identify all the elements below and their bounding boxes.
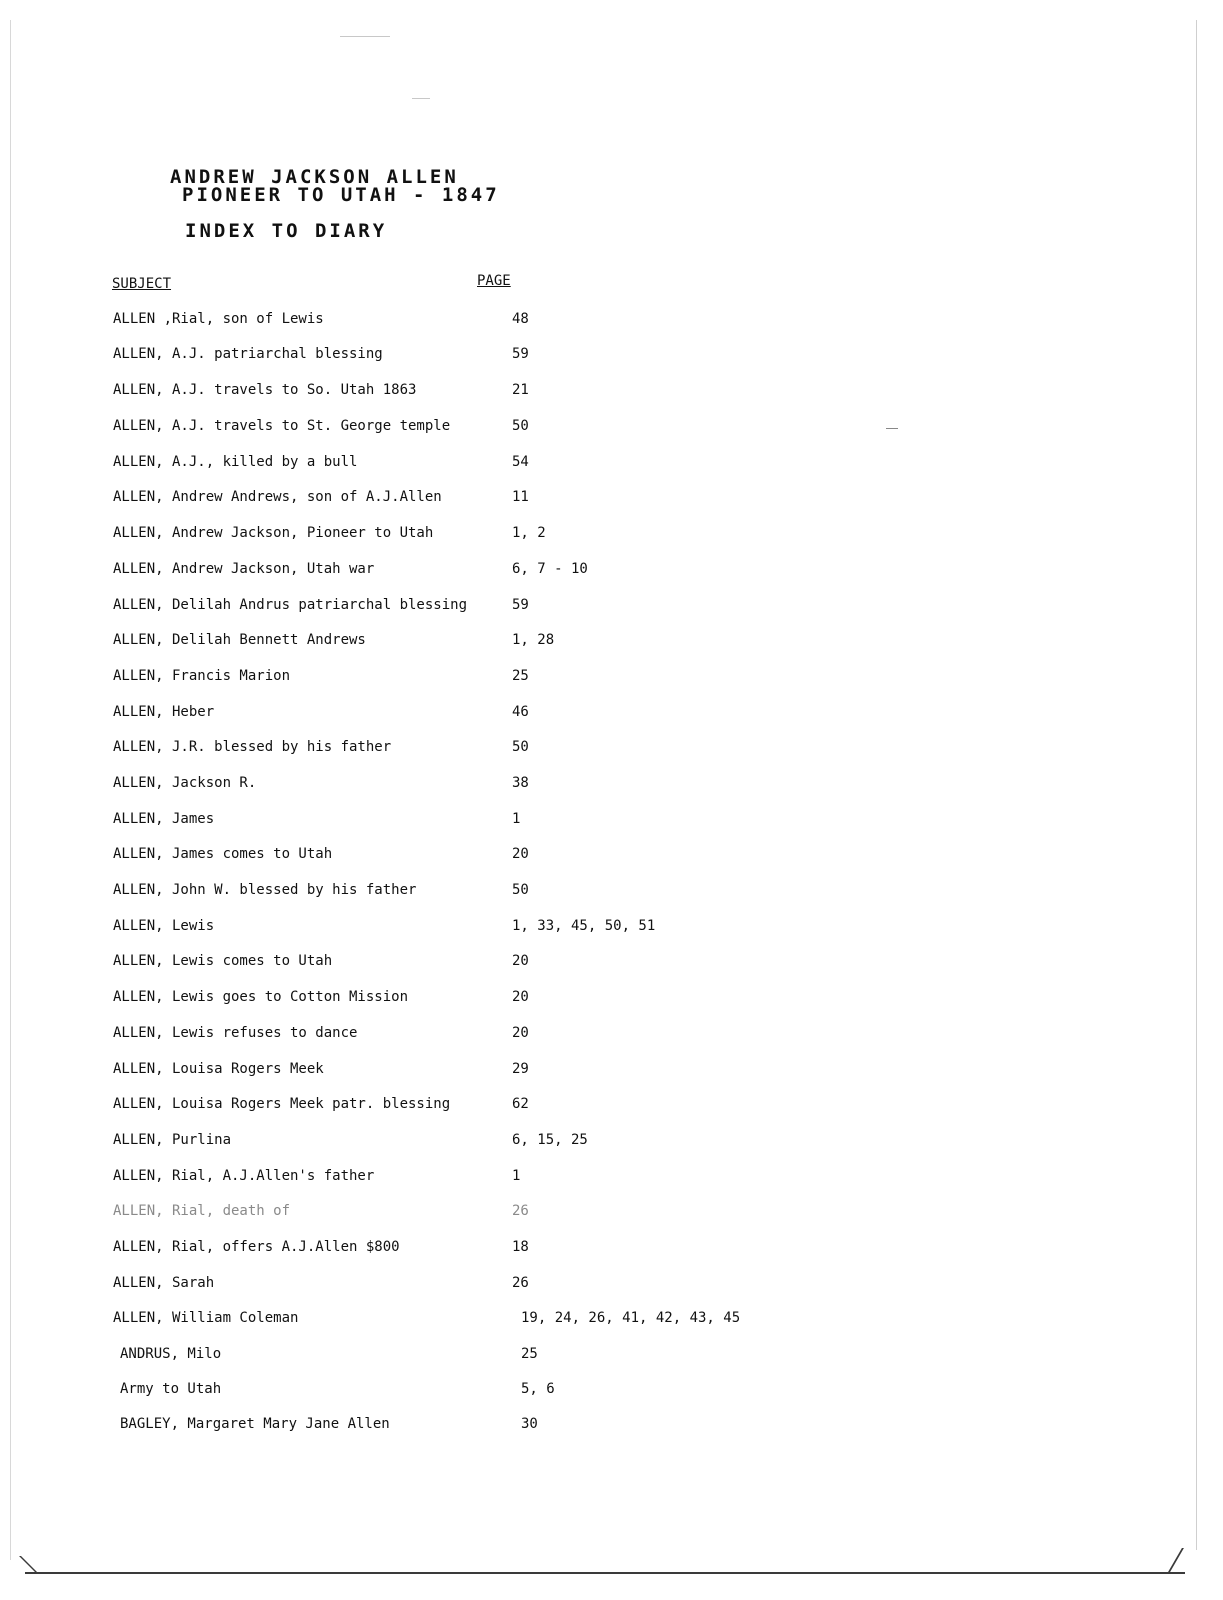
index-row: [0, 1168, 1223, 1188]
entry-pages: 20: [512, 1025, 529, 1041]
entry-subject: ALLEN, John W. blessed by his father: [113, 882, 417, 898]
entry-subject: ALLEN, Louisa Rogers Meek: [113, 1061, 324, 1077]
entry-pages: 62: [512, 1096, 529, 1112]
index-row: [0, 632, 1223, 652]
index-row: [0, 454, 1223, 474]
scan-corner-right: [1168, 1548, 1204, 1572]
entry-pages: 19, 24, 26, 41, 42, 43, 45: [521, 1310, 741, 1326]
index-row: [0, 1310, 1223, 1330]
index-row: [0, 811, 1223, 831]
entry-pages: 46: [512, 704, 529, 720]
index-row: [0, 311, 1223, 331]
entry-subject: ALLEN, Andrew Jackson, Pioneer to Utah: [113, 525, 434, 541]
index-row: [0, 1132, 1223, 1152]
entry-subject: ALLEN, Sarah: [113, 1275, 215, 1291]
index-row: [0, 739, 1223, 759]
entry-pages: 29: [512, 1061, 529, 1077]
entry-subject: ALLEN, A.J., killed by a bull: [113, 454, 358, 470]
entry-pages: 11: [512, 489, 529, 505]
entry-pages: 50: [512, 739, 529, 755]
entry-subject: ALLEN, James: [113, 811, 215, 827]
entry-pages: 30: [521, 1416, 538, 1432]
index-row: [0, 1239, 1223, 1259]
entry-subject: ALLEN, Jackson R.: [113, 775, 257, 791]
entry-subject: ALLEN, Rial, A.J.Allen's father: [113, 1168, 375, 1184]
entry-pages: 26: [512, 1203, 529, 1219]
index-row: [0, 668, 1223, 688]
index-row: [0, 1381, 1223, 1401]
entry-pages: 1: [512, 811, 521, 827]
index-row: [0, 989, 1223, 1009]
entry-subject: ANDRUS, Milo: [120, 1346, 222, 1362]
entry-subject: ALLEN, William Coleman: [113, 1310, 299, 1326]
entry-subject: ALLEN, A.J. travels to So. Utah 1863: [113, 382, 417, 398]
document-subtitle: PIONEER TO UTAH - 1847: [182, 184, 500, 206]
index-row: [0, 1346, 1223, 1366]
page-column-header: PAGE: [477, 273, 511, 289]
entry-pages: 5, 6: [521, 1381, 555, 1397]
entry-pages: 25: [521, 1346, 538, 1362]
index-row: [0, 525, 1223, 545]
entry-subject: ALLEN, Louisa Rogers Meek patr. blessing: [113, 1096, 451, 1112]
document-title: ANDREW JACKSON ALLEN: [170, 166, 459, 188]
entry-subject: ALLEN, A.J. travels to St. George temple: [113, 418, 451, 434]
scan-speck: [340, 36, 390, 37]
index-row: [0, 346, 1223, 366]
subject-column-header: SUBJECT: [112, 276, 172, 292]
entry-pages: 20: [512, 846, 529, 862]
entry-subject: ALLEN, Rial, death of: [113, 1203, 291, 1219]
entry-pages: 6, 15, 25: [512, 1132, 588, 1148]
entry-subject: ALLEN, Andrew Jackson, Utah war: [113, 561, 375, 577]
entry-subject: ALLEN, Lewis: [113, 918, 215, 934]
entry-subject: ALLEN, Delilah Andrus patriarchal blessing: [113, 597, 468, 613]
entry-pages: 1: [512, 1168, 521, 1184]
index-row: [0, 846, 1223, 866]
index-heading: INDEX TO DIARY: [185, 220, 388, 242]
entry-pages: 48: [512, 311, 529, 327]
index-row: [0, 597, 1223, 617]
entry-subject: ALLEN, Heber: [113, 704, 215, 720]
entry-pages: 1, 33, 45, 50, 51: [512, 918, 656, 934]
index-row: [0, 953, 1223, 973]
entry-subject: ALLEN ,Rial, son of Lewis: [113, 311, 324, 327]
entry-pages: 25: [512, 668, 529, 684]
index-row: [0, 561, 1223, 581]
scan-corner-left: [0, 1556, 39, 1574]
entry-pages: 1, 2: [512, 525, 546, 541]
index-row: [0, 882, 1223, 902]
entry-subject: ALLEN, Rial, offers A.J.Allen $800: [113, 1239, 400, 1255]
entry-subject: Army to Utah: [120, 1381, 222, 1397]
entry-pages: 59: [512, 346, 529, 362]
entry-subject: ALLEN, A.J. patriarchal blessing: [113, 346, 383, 362]
entry-pages: 26: [512, 1275, 529, 1291]
entry-subject: ALLEN, Lewis goes to Cotton Mission: [113, 989, 409, 1005]
index-row: [0, 1275, 1223, 1295]
index-row: [0, 704, 1223, 724]
entry-subject: ALLEN, Purlina: [113, 1132, 232, 1148]
entry-subject: ALLEN, Andrew Andrews, son of A.J.Allen: [113, 489, 442, 505]
entry-pages: 20: [512, 953, 529, 969]
entry-pages: 20: [512, 989, 529, 1005]
index-row: [0, 1096, 1223, 1116]
scan-speck: [412, 98, 430, 99]
index-row: [0, 489, 1223, 509]
entry-pages: 50: [512, 882, 529, 898]
index-row: [0, 418, 1223, 438]
entry-subject: BAGLEY, Margaret Mary Jane Allen: [120, 1416, 390, 1432]
entry-pages: 50: [512, 418, 529, 434]
entry-subject: ALLEN, J.R. blessed by his father: [113, 739, 392, 755]
entry-pages: 38: [512, 775, 529, 791]
entry-subject: ALLEN, Lewis comes to Utah: [113, 953, 333, 969]
scan-edge-bottom: [25, 1572, 1185, 1574]
index-row: [0, 1416, 1223, 1436]
entry-pages: 6, 7 - 10: [512, 561, 588, 577]
index-row: [0, 918, 1223, 938]
entry-subject: ALLEN, Lewis refuses to dance: [113, 1025, 358, 1041]
index-row: [0, 775, 1223, 795]
index-row: [0, 382, 1223, 402]
entry-pages: 21: [512, 382, 529, 398]
entry-subject: ALLEN, Delilah Bennett Andrews: [113, 632, 366, 648]
entry-pages: 1, 28: [512, 632, 555, 648]
index-row: [0, 1203, 1223, 1223]
index-row: [0, 1025, 1223, 1045]
entry-pages: 59: [512, 597, 529, 613]
entry-subject: ALLEN, Francis Marion: [113, 668, 291, 684]
entry-pages: 54: [512, 454, 529, 470]
entry-subject: ALLEN, James comes to Utah: [113, 846, 333, 862]
index-row: [0, 1061, 1223, 1081]
entry-pages: 18: [512, 1239, 529, 1255]
